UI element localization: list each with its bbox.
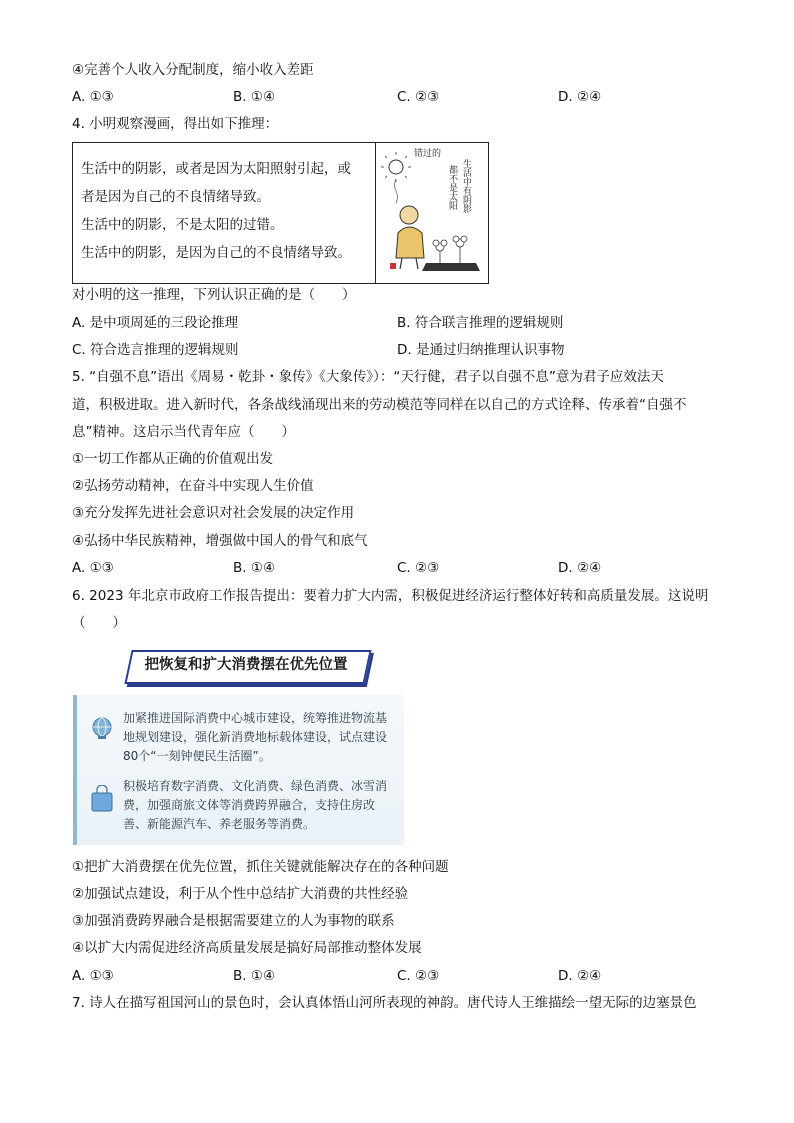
q6-info-box (73, 695, 404, 845)
sun-icon (389, 160, 403, 174)
comic-drawing (376, 143, 488, 283)
q6-box-paragraph-1: 加紧推进国际消费中心城市建设，统筹推进物流基地规划建设，强化新消费地标载体建设，试点建设80个“一刻钟便民生活圈”。 (123, 711, 388, 763)
q4-comic-table (72, 142, 489, 284)
q6-box-paragraph-2: 积极培育数字消费、文化消费、绿色消费、冰雪消费，加强商旅文体等消费跨界融合，支持住房改善、新能源汽车、养老服务等消费。 (123, 779, 388, 831)
comic-caption-2: 都不是太阳 (447, 165, 457, 210)
q6-banner-title: 把恢复和扩大消费摆在优先位置 (144, 657, 348, 673)
q3-option-b: B. ①④ (233, 89, 276, 105)
q4-reasoning-line: 者是因为自己的不良情绪导致。 (81, 189, 270, 205)
q6-option-c: C. ②③ (397, 968, 440, 984)
person-head (400, 206, 418, 224)
seal-stamp (390, 263, 396, 269)
q4-option-d: D. 是通过归纳推理认识事物 (397, 342, 565, 358)
q6-item-1: ①把扩大消费摆在优先位置，抓住关键就能解决存在的各种问题 (72, 859, 449, 875)
q4-option-b: B. 符合联言推理的逻辑规则 (397, 315, 564, 331)
q4-reasoning-line: 生活中的阴影，是因为自己的不良情绪导致。 (81, 245, 351, 261)
q6-item-3: ③加强消费跨界融合是根据需要建立的人为事物的联系 (72, 913, 395, 929)
q5-stem-line: 道，积极进取。进入新时代，各条战线涌现出来的劳动模范等同样在以自己的方式诠释、传承着“自强不 (72, 397, 687, 413)
q4-comic-image (376, 143, 488, 283)
q7-stem: 7. 诗人在描写祖国河山的景色时，会认真体悟山河所表现的神韵。唐代诗人王维描绘一望无际的边塞景色 (72, 995, 697, 1011)
q5-stem-line: 息”精神。这启示当代青年应（ ） (72, 424, 295, 440)
q6-option-b: B. ①④ (233, 968, 276, 984)
q5-option-a: A. ①③ (72, 560, 114, 576)
q3-option-d: D. ②④ (558, 89, 602, 105)
q3-option-c: C. ②③ (397, 89, 440, 105)
q5-option-c: C. ②③ (397, 560, 440, 576)
person-body (396, 227, 424, 258)
q5-item-3: ③充分发挥先进社会意识对社会发展的决定作用 (72, 505, 355, 521)
q3-option-a: A. ①③ (72, 89, 114, 105)
q6-stem-line-1: 6. 2023 年北京市政府工作报告提出：要着力扩大内需，积极促进经济运行整体好转和高质量发展。这说明 (72, 588, 709, 604)
q6-item-2: ②加强试点建设，利于从个性中总结扩大消费的共性经验 (72, 886, 409, 902)
q4-option-c: C. 符合选言推理的逻辑规则 (72, 342, 239, 358)
q4-reasoning-line: 生活中的阴影，或者是因为太阳照射引起，或 (81, 161, 351, 177)
q4-reasoning-cell (73, 143, 376, 283)
q5-option-b: B. ①④ (233, 560, 276, 576)
q6-option-d: D. ②④ (558, 968, 602, 984)
q4-option-a: A. 是中项周延的三段论推理 (72, 315, 239, 331)
flower-icon (433, 236, 467, 263)
shopping-bag-icon (89, 785, 115, 813)
q5-option-d: D. ②④ (558, 560, 602, 576)
q5-item-4: ④弘扬中华民族精神，增强做中国人的骨气和底气 (72, 533, 368, 549)
q5-stem-line: 5. “自强不息”语出《周易・乾卦・象传》《大象传》）：“天行健，君子以自强不息”意为君子应效法天 (72, 369, 664, 385)
q4-reasoning-line: 生活中的阴影，不是太阳的过错。 (81, 217, 284, 233)
globe-icon (89, 715, 115, 741)
q5-item-1: ①一切工作都从正确的价值观出发 (72, 451, 274, 467)
q5-item-2: ②弘扬劳动精神，在奋斗中实现人生价值 (72, 478, 314, 494)
shadow-shape (422, 263, 480, 271)
q6-item-4: ④以扩大内需促进经济高质量发展是搞好局部推动整体发展 (72, 940, 422, 956)
q3-item-4: ④完善个人收入分配制度，缩小收入差距 (72, 62, 314, 78)
comic-caption-1: 生活中有阴影 (461, 159, 471, 213)
q6-banner (128, 650, 364, 680)
q6-option-a: A. ①③ (72, 968, 114, 984)
comic-caption-3: 错过的 (414, 149, 442, 159)
q4-stem: 4. 小明观察漫画，得出如下推理： (72, 116, 279, 132)
q4-question: 对小明的这一推理，下列认识正确的是（ ） (72, 287, 356, 303)
q6-stem-line-2: （ ） (72, 615, 126, 631)
